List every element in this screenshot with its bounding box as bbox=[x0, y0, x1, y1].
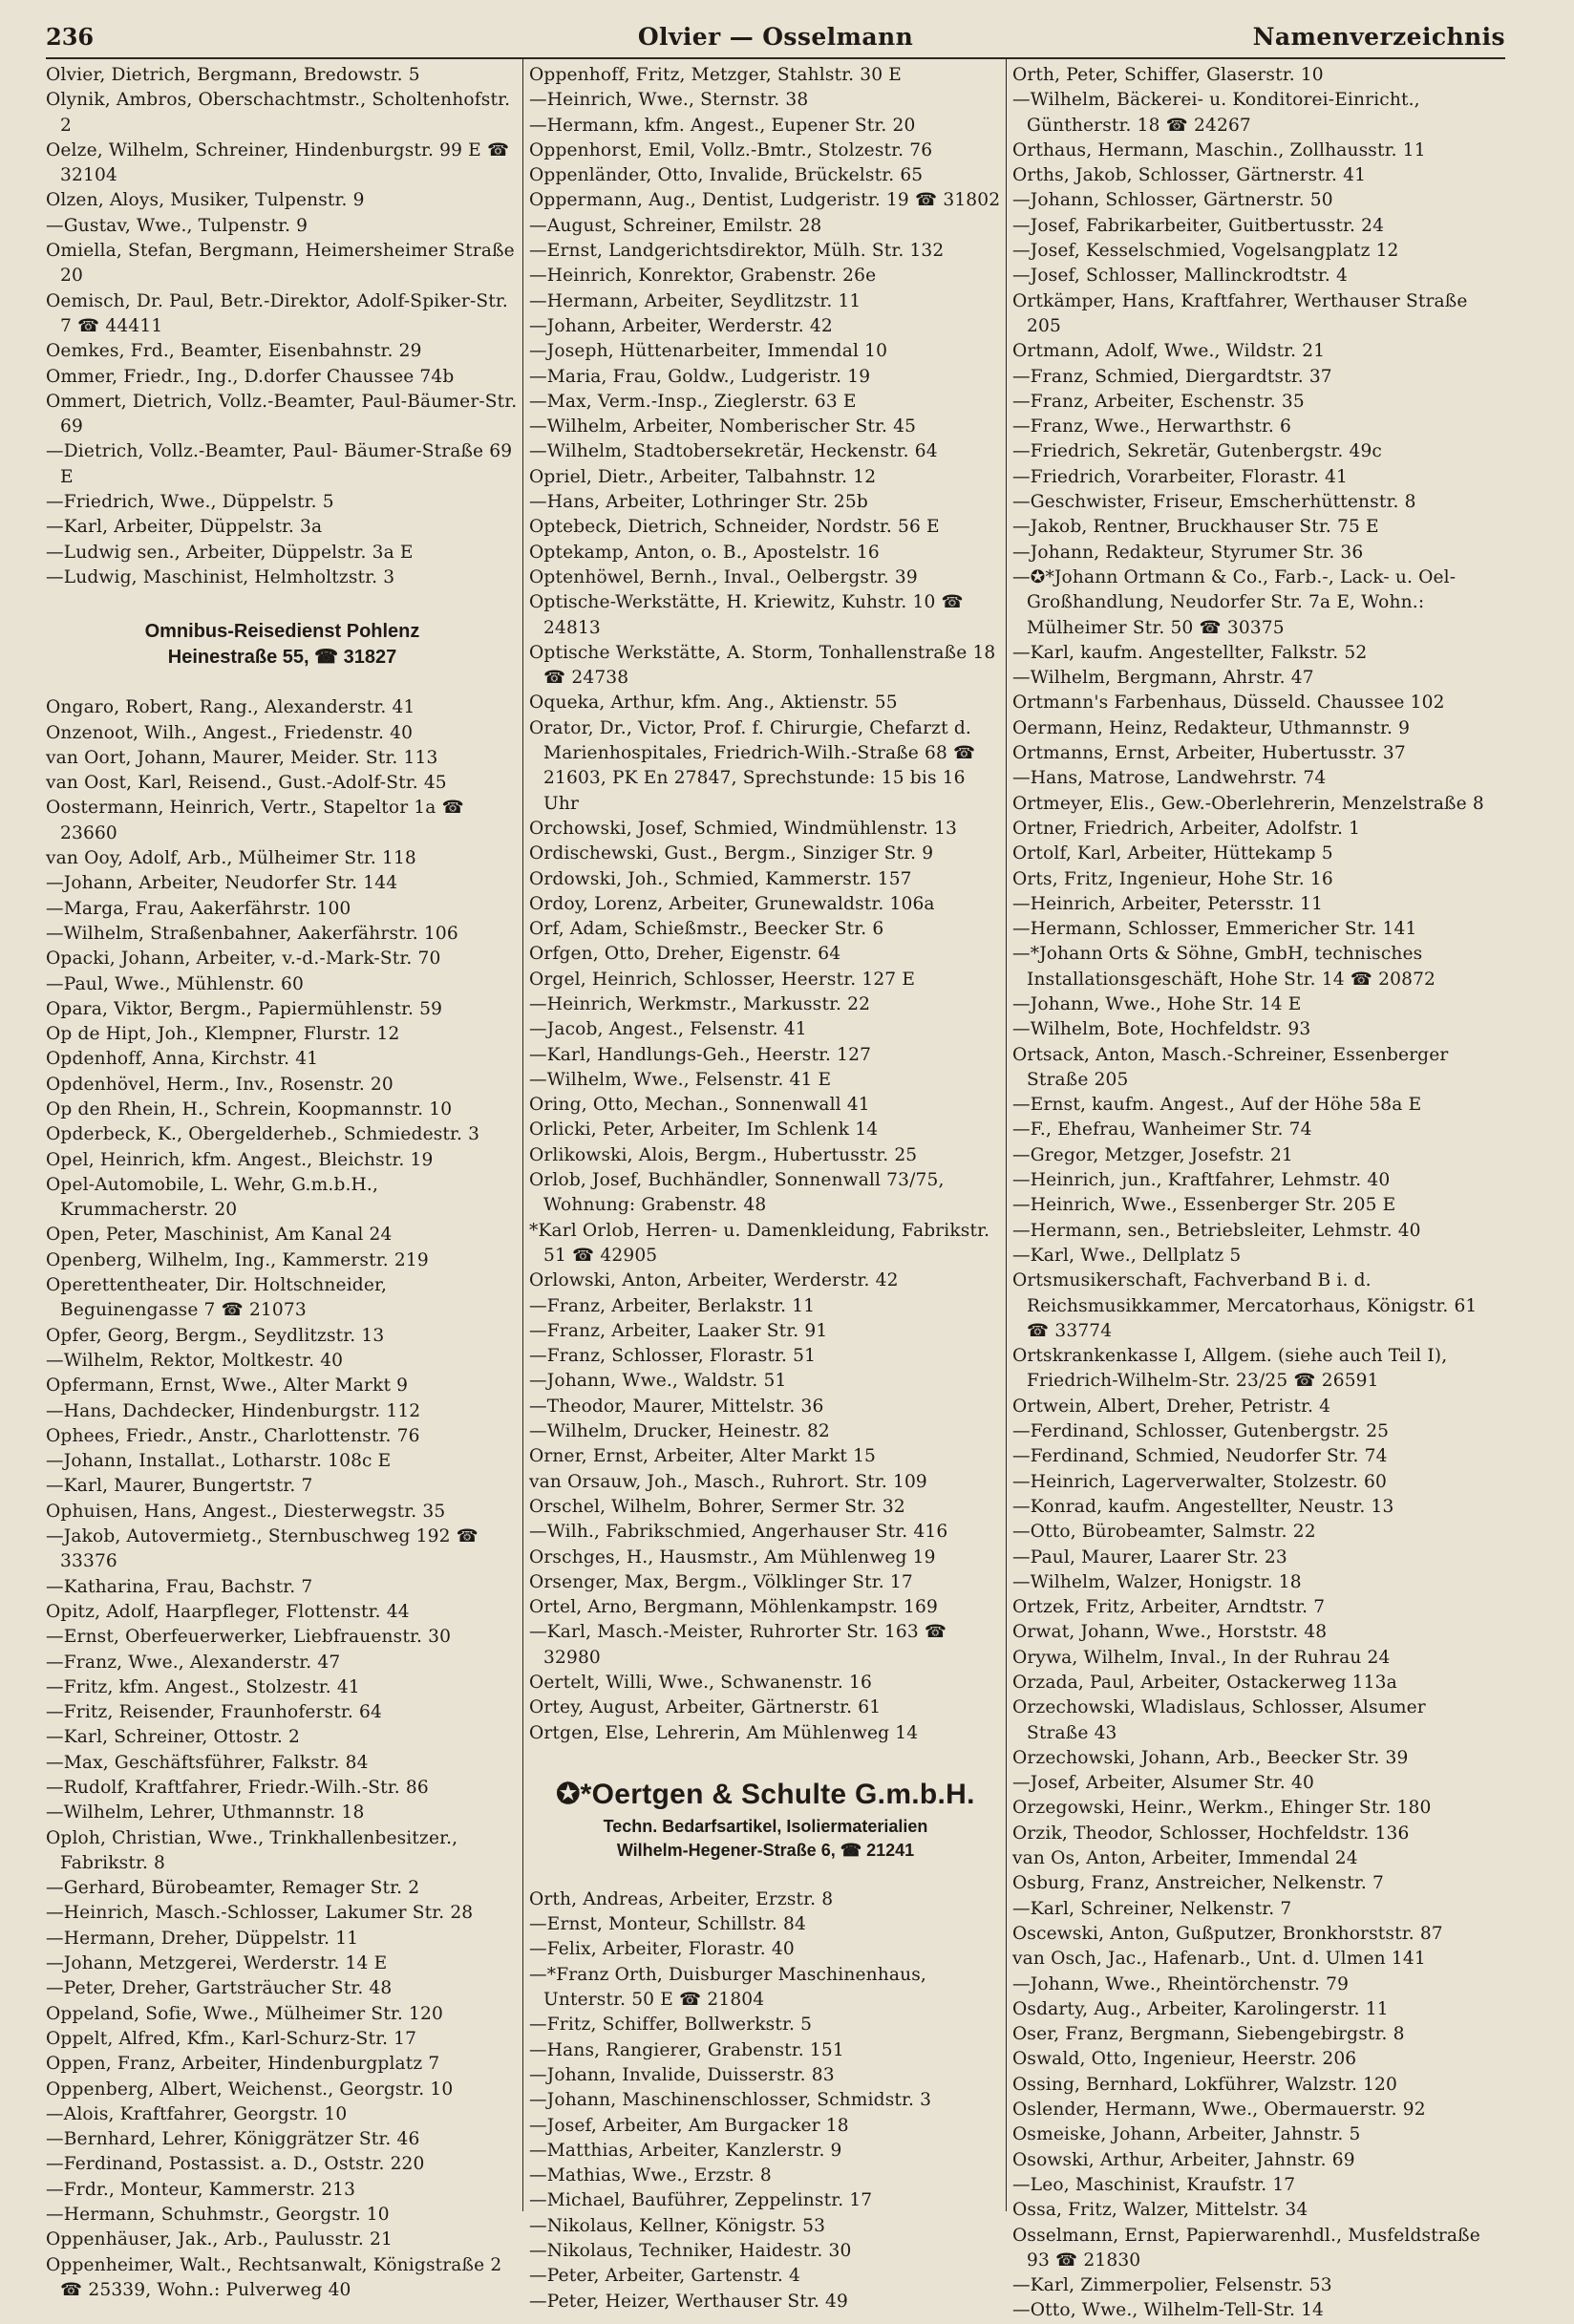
directory-entry: Orzada, Paul, Arbeiter, Ostackerweg 113a bbox=[1012, 1673, 1397, 1693]
directory-entry: Oswald, Otto, Ingenieur, Heerstr. 206 bbox=[1012, 2049, 1357, 2070]
directory-entry: Optenhöwel, Bernh., Inval., Oelbergstr. 39 bbox=[529, 566, 918, 587]
directory-entry: —Heinrich, Konrektor, Grabenstr. 26e bbox=[529, 266, 877, 287]
directory-entry: —Wilhelm, Arbeiter, Nomberischer Str. 45 bbox=[529, 416, 917, 437]
directory-entry: Ortzek, Fritz, Arbeiter, Arndtstr. 7 bbox=[1012, 1597, 1326, 1618]
directory-entry: —Johann, Installat., Lotharstr. 108c E bbox=[46, 1451, 392, 1472]
advertisement-name: ✪*Oertgen & Schulte G.m.b.H. bbox=[556, 1778, 975, 1810]
directory-entry: Orlob, Josef, Buchhändler, Sonnenwall 73/75, Wohnung: Grabenstr. 48 bbox=[529, 1170, 945, 1216]
directory-entry: Orywa, Wilhelm, Inval., In der Ruhrau 24 bbox=[1012, 1647, 1391, 1668]
directory-entry: —Wilhelm, Bote, Hochfeldstr. 93 bbox=[1012, 1019, 1311, 1040]
directory-entry: —Jacob, Angest., Felsenstr. 41 bbox=[529, 1019, 807, 1040]
directory-entry: —Johann, Maschinenschlosser, Schmidstr. 3 bbox=[529, 2090, 932, 2111]
directory-entry: —Josef, Arbeiter, Am Burgacker 18 bbox=[529, 2115, 849, 2136]
directory-entry: Ortwein, Albert, Dreher, Petristr. 4 bbox=[1012, 1396, 1331, 1417]
directory-entry: —Johann, Redakteur, Styrumer Str. 36 bbox=[1012, 542, 1364, 563]
directory-entry: —Fritz, Schiffer, Bollwerkstr. 5 bbox=[529, 2015, 813, 2036]
directory-entry: Osselmann, Ernst, Papierwarenhdl., Musfeldstraße 93 ☎ 21830 bbox=[1012, 2225, 1480, 2271]
directory-entry: —Josef, Schlosser, Mallinckrodtstr. 4 bbox=[1012, 266, 1348, 287]
directory-entry: —Wilhelm, Rektor, Moltkestr. 40 bbox=[46, 1350, 344, 1371]
directory-entry: —Heinrich, Masch.-Schlosser, Lakumer Str. 28 bbox=[46, 1903, 474, 1924]
directory-entry: Orf, Adam, Schießmstr., Beecker Str. 6 bbox=[529, 919, 884, 940]
directory-entry: van Os, Anton, Arbeiter, Immendal 24 bbox=[1012, 1848, 1358, 1869]
directory-entry: —Hermann, Schuhmstr., Georgstr. 10 bbox=[46, 2205, 390, 2226]
directory-entry: —Max, Verm.-Insp., Zieglerstr. 63 E bbox=[529, 391, 857, 412]
directory-entry: —Hermann, Arbeiter, Seydlitzstr. 11 bbox=[529, 290, 861, 311]
directory-entry: Ortner, Friedrich, Arbeiter, Adolfstr. 1 bbox=[1012, 818, 1361, 839]
directory-entry: Ortel, Arno, Bergmann, Möhlenkampstr. 169 bbox=[529, 1597, 938, 1618]
directory-entry: —Otto, Wwe., Wilhelm-Tell-Str. 14 bbox=[1012, 2300, 1325, 2321]
directory-entry: —*Johann Orts & Söhne, GmbH, technisches Installationsgeschäft, Hohe Str. 14 ☎ 20872 bbox=[1012, 944, 1436, 990]
directory-entry: Orzechowski, Wladislaus, Schlosser, Alsumer Straße 43 bbox=[1012, 1697, 1426, 1743]
directory-entry: Orlicki, Peter, Arbeiter, Im Schlenk 14 bbox=[529, 1119, 879, 1141]
directory-entry: Orzechowski, Johann, Arb., Beecker Str. 39 bbox=[1012, 1747, 1409, 1768]
directory-entry: Ortmanns, Ernst, Arbeiter, Hubertusstr. 37 bbox=[1012, 743, 1406, 764]
directory-entry: —Franz, Wwe., Alexanderstr. 47 bbox=[46, 1652, 341, 1673]
directory-entry: —August, Schreiner, Emilstr. 28 bbox=[529, 215, 822, 236]
directory-entry: Osburg, Franz, Anstreicher, Nelkenstr. 7 bbox=[1012, 1873, 1385, 1894]
directory-entry: Opitz, Adolf, Haarpfleger, Flottenstr. 44 bbox=[46, 1601, 410, 1622]
directory-entry: —Ernst, kaufm. Angest., Auf der Höhe 58a E bbox=[1012, 1095, 1422, 1116]
directory-entry: Opdenhoff, Anna, Kirchstr. 41 bbox=[46, 1049, 319, 1070]
directory-entry: —Leo, Maschinist, Kraufstr. 17 bbox=[1012, 2174, 1296, 2195]
directory-entry: —Heinrich, jun., Kraftfahrer, Lehmstr. 40 bbox=[1012, 1170, 1391, 1191]
column-2 bbox=[529, 63, 1002, 2312]
directory-entry: Orgel, Heinrich, Schlosser, Heerstr. 127 E bbox=[529, 969, 916, 990]
directory-entry: Oppenheimer, Walt., Rechtsanwalt, Königstraße 2 ☎ 25339, Wohn.: Pulverweg 40 bbox=[46, 2254, 502, 2300]
directory-entry: —Paul, Wwe., Mühlenstr. 60 bbox=[46, 973, 305, 994]
directory-entry: Olynik, Ambros, Oberschachtmstr., Scholtenhofstr. 2 bbox=[46, 90, 511, 136]
directory-entry: —Karl, kaufm. Angestellter, Falkstr. 52 bbox=[1012, 642, 1368, 663]
directory-entry: —Heinrich, Wwe., Sternstr. 38 bbox=[529, 90, 809, 111]
directory-entry: Onzenoot, Wilh., Angest., Friedenstr. 40 bbox=[46, 722, 414, 743]
directory-entry: —Peter, Heizer, Werthauser Str. 49 bbox=[529, 2291, 849, 2312]
directory-entry: Ossing, Bernhard, Lokführer, Walzstr. 120 bbox=[1012, 2074, 1398, 2095]
column-divider bbox=[522, 57, 523, 2211]
directory-entry: Ordischewski, Gust., Bergm., Sinziger Str. 9 bbox=[529, 843, 934, 864]
directory-entry: —Nikolaus, Kellner, Königstr. 53 bbox=[529, 2215, 826, 2236]
directory-entry: Orthaus, Hermann, Maschin., Zollhausstr. 11 bbox=[1012, 139, 1426, 160]
directory-entry: Op den Rhein, H., Schrein, Koopmannstr. 10 bbox=[46, 1098, 453, 1119]
directory-entry: —Peter, Dreher, Gartsträucher Str. 48 bbox=[46, 1978, 393, 1999]
directory-entry: Osmeiske, Johann, Arbeiter, Jahnstr. 5 bbox=[1012, 2124, 1361, 2145]
directory-entry: Operettentheater, Dir. Holtschneider, Beguinengasse 7 ☎ 21073 bbox=[46, 1275, 388, 1321]
directory-entry: van Ooy, Adolf, Arb., Mülheimer Str. 118 bbox=[46, 848, 416, 869]
directory-entry: —Ferdinand, Postassist. a. D., Oststr. 220 bbox=[46, 2154, 425, 2175]
directory-entry: Opderbeck, K., Obergelderheb., Schmiedestr. 3 bbox=[46, 1124, 480, 1145]
directory-entry: —Karl, Masch.-Meister, Ruhrorter Str. 163 ☎ 32980 bbox=[529, 1622, 947, 1668]
directory-entry: —F., Ehefrau, Wanheimer Str. 74 bbox=[1012, 1119, 1312, 1141]
directory-entry: Opriel, Dietr., Arbeiter, Talbahnstr. 12 bbox=[529, 466, 877, 487]
directory-entry: —Wilhelm, Drucker, Heinestr. 82 bbox=[529, 1421, 830, 1442]
directory-entry: Oostermann, Heinrich, Vertr., Stapeltor 1a ☎ 23660 bbox=[46, 798, 464, 843]
directory-entry: —Wilhelm, Bergmann, Ahrstr. 47 bbox=[1012, 668, 1314, 689]
directory-entry: —Frdr., Monteur, Kammerstr. 213 bbox=[46, 2179, 356, 2200]
directory-entry: —Jakob, Autovermietg., Sternbuschweg 192 ☎ 33376 bbox=[46, 1526, 479, 1572]
directory-entry: —Gregor, Metzger, Josefstr. 21 bbox=[1012, 1144, 1293, 1165]
directory-entry: Oppenhorst, Emil, Vollz.-Bmtr., Stolzestr. 76 bbox=[529, 139, 933, 160]
directory-entry: Oppenberg, Albert, Weichenst., Georgstr. 10 bbox=[46, 2079, 454, 2100]
directory-entry: Osdarty, Aug., Arbeiter, Karolingerstr. 11 bbox=[1012, 1998, 1389, 2019]
directory-entry: Oertelt, Willi, Wwe., Schwanenstr. 16 bbox=[529, 1673, 872, 1693]
directory-entry: —Johann, Invalide, Duisserstr. 83 bbox=[529, 2064, 835, 2085]
directory-entry: —Heinrich, Werkmstr., Markusstr. 22 bbox=[529, 993, 871, 1014]
directory-entry: Optebeck, Dietrich, Schneider, Nordstr. 56 E bbox=[529, 517, 940, 538]
directory-entry: —Paul, Maurer, Laarer Str. 23 bbox=[1012, 1546, 1287, 1567]
advertisement-line: Wilhelm-Hegener-Straße 6, ☎ 21241 bbox=[616, 1840, 915, 1860]
directory-entry: Ommer, Friedr., Ing., D.dorfer Chaussee 74b bbox=[46, 366, 455, 387]
directory-entry: —Johann, Arbeiter, Werderstr. 42 bbox=[529, 315, 833, 336]
directory-entry: —Karl, Zimmerpolier, Felsenstr. 53 bbox=[1012, 2275, 1332, 2296]
directory-entry: —Wilh., Fabrikschmied, Angerhauser Str. 416 bbox=[529, 1522, 948, 1543]
directory-entry: —Franz, Arbeiter, Berlakstr. 11 bbox=[529, 1295, 816, 1316]
directory-entry: —Dietrich, Vollz.-Beamter, Paul- Bäumer-Straße 69 E bbox=[46, 441, 513, 487]
directory-entry: Oppenhäuser, Jak., Arb., Paulusstr. 21 bbox=[46, 2229, 394, 2250]
directory-entry: —Friedrich, Vorarbeiter, Florastr. 41 bbox=[1012, 466, 1348, 487]
directory-entry: —Ernst, Oberfeuerwerker, Liebfrauenstr. 30 bbox=[46, 1627, 452, 1648]
directory-entry: Oemkes, Frd., Beamter, Eisenbahnstr. 29 bbox=[46, 341, 422, 362]
directory-entry: —Fritz, kfm. Angest., Stolzestr. 41 bbox=[46, 1676, 360, 1697]
directory-entry: —Gustav, Wwe., Tulpenstr. 9 bbox=[46, 215, 308, 236]
directory-entry: Orlikowski, Alois, Bergm., Hubertusstr. 25 bbox=[529, 1144, 918, 1165]
directory-entry: Orfgen, Otto, Dreher, Eigenstr. 64 bbox=[529, 944, 841, 965]
directory-entry: —Karl, Maurer, Bungertstr. 7 bbox=[46, 1476, 313, 1497]
directory-entry: —Johann, Metzgerei, Werderstr. 14 E bbox=[46, 1953, 388, 1974]
directory-entry: Orator, Dr., Victor, Prof. f. Chirurgie, Chefarzt d. Marienhospitales, Friedrich-Wilh.-Straße 68 ☎ 21603, PK En 27847, Sprechstunde: 15 bis 16 Uhr bbox=[529, 717, 976, 814]
directory-entry: —Ferdinand, Schmied, Neudorfer Str. 74 bbox=[1012, 1446, 1388, 1467]
directory-entry: Ordoy, Lorenz, Arbeiter, Grunewaldstr. 106a bbox=[529, 893, 935, 914]
directory-entry: Optische Werkstätte, A. Storm, Tonhallenstraße 18 ☎ 24738 bbox=[529, 642, 996, 689]
directory-entry: —Joseph, Hüttenarbeiter, Immendal 10 bbox=[529, 341, 888, 362]
directory-entry: —Otto, Bürobeamter, Salmstr. 22 bbox=[1012, 1522, 1316, 1543]
directory-entry: —Franz, Arbeiter, Laaker Str. 91 bbox=[529, 1320, 828, 1341]
directory-entry: —Wilhelm, Bäckerei- u. Konditorei-Einricht., Güntherstr. 18 ☎ 24267 bbox=[1012, 90, 1420, 136]
directory-entry: —Maria, Frau, Goldw., Ludgeristr. 19 bbox=[529, 366, 871, 387]
directory-entry: Oermann, Heinz, Redakteur, Uthmannstr. 9 bbox=[1012, 717, 1411, 738]
directory-entry: —Hans, Rangierer, Grabenstr. 151 bbox=[529, 2039, 844, 2060]
directory-entry: —Alois, Kraftfahrer, Georgstr. 10 bbox=[46, 2103, 348, 2124]
directory-entry: —Ernst, Monteur, Schillstr. 84 bbox=[529, 1914, 806, 1935]
directory-entry: —Nikolaus, Techniker, Haidestr. 30 bbox=[529, 2241, 852, 2262]
column-1 bbox=[46, 63, 519, 2300]
directory-entry: —Hans, Matrose, Landwehrstr. 74 bbox=[1012, 768, 1327, 789]
directory-entry: —Hans, Arbeiter, Lothringer Str. 25b bbox=[529, 492, 868, 513]
directory-entry: —Josef, Arbeiter, Alsumer Str. 40 bbox=[1012, 1773, 1314, 1794]
directory-entry: Olvier, Dietrich, Bergmann, Bredowstr. 5 bbox=[46, 65, 420, 85]
directory-entry: —Fritz, Reisender, Fraunhoferstr. 64 bbox=[46, 1702, 382, 1723]
directory-entry: —Marga, Frau, Aakerfährstr. 100 bbox=[46, 898, 351, 919]
directory-entry: —Karl, Arbeiter, Düppelstr. 3a bbox=[46, 517, 323, 538]
directory-entry: —Franz, Schlosser, Florastr. 51 bbox=[529, 1346, 817, 1367]
directory-entry: Orts, Fritz, Ingenieur, Hohe Str. 16 bbox=[1012, 868, 1333, 889]
directory-entry: —✪*Johann Ortmann & Co., Farb.-, Lack- u. Oel-Großhandlung, Neudorfer Str. 7a E, Wohn.: Mülheimer Str. 50 ☎ 30375 bbox=[1012, 566, 1457, 638]
directory-entry: —Gerhard, Bürobeamter, Remager Str. 2 bbox=[46, 1878, 420, 1899]
page-number: 236 bbox=[46, 23, 95, 51]
directory-entry: —Ludwig, Maschinist, Helmholtzstr. 3 bbox=[46, 566, 395, 587]
directory-entry: —Ernst, Landgerichtsdirektor, Mülh. Str. 132 bbox=[529, 241, 945, 262]
directory-entry: Orths, Jakob, Schlosser, Gärtnerstr. 41 bbox=[1012, 165, 1367, 186]
directory-entry: van Orsauw, Joh., Masch., Ruhrort. Str. 109 bbox=[529, 1471, 927, 1492]
directory-entry: —Hermann, Dreher, Düppelstr. 11 bbox=[46, 1928, 359, 1949]
column-3 bbox=[1012, 63, 1485, 2321]
directory-entry: —Hermann, kfm. Angest., Eupener Str. 20 bbox=[529, 115, 916, 136]
page-header bbox=[46, 23, 1505, 59]
directory-entry: —Ferdinand, Schlosser, Gutenbergstr. 25 bbox=[1012, 1421, 1390, 1442]
directory-entry: —Heinrich, Wwe., Essenberger Str. 205 E bbox=[1012, 1195, 1396, 1216]
directory-entry: Orchowski, Josef, Schmied, Windmühlenstr. 13 bbox=[529, 818, 957, 839]
directory-entry: —Karl, Schreiner, Ottostr. 2 bbox=[46, 1727, 300, 1748]
directory-entry: —Heinrich, Lagerverwalter, Stolzestr. 60 bbox=[1012, 1471, 1387, 1492]
directory-entry: Ossa, Fritz, Walzer, Mittelstr. 34 bbox=[1012, 2200, 1308, 2221]
directory-entry: Opdenhövel, Herm., Inv., Rosenstr. 20 bbox=[46, 1074, 394, 1095]
directory-entry: Ortmann, Adolf, Wwe., Wildstr. 21 bbox=[1012, 341, 1326, 362]
column-divider bbox=[1006, 57, 1007, 2211]
directory-entry: —Johann, Arbeiter, Neudorfer Str. 144 bbox=[46, 873, 398, 894]
directory-entry: —Hans, Dachdecker, Hindenburgstr. 112 bbox=[46, 1400, 421, 1421]
page-title: Olvier — Osselmann bbox=[637, 23, 914, 51]
directory-entry: —Peter, Arbeiter, Gartenstr. 4 bbox=[529, 2266, 801, 2287]
directory-entry: Orner, Ernst, Arbeiter, Alter Markt 15 bbox=[529, 1446, 877, 1467]
directory-entry: Orzegowski, Heinr., Werkm., Ehinger Str. 180 bbox=[1012, 1798, 1432, 1819]
advertisement-line: Techn. Bedarfsartikel, Isoliermaterialien bbox=[603, 1816, 928, 1836]
directory-entry: Opara, Viktor, Bergm., Papiermühlenstr. 59 bbox=[46, 998, 443, 1019]
directory-entry: Oppenländer, Otto, Invalide, Brückelstr. 65 bbox=[529, 165, 924, 186]
directory-entry: —Michael, Bauführer, Zeppelinstr. 17 bbox=[529, 2190, 873, 2211]
directory-entry: Orsenger, Max, Bergm., Völklinger Str. 17 bbox=[529, 1571, 913, 1592]
directory-entry: Osowski, Arthur, Arbeiter, Jahnstr. 69 bbox=[1012, 2149, 1355, 2170]
directory-entry: Orzik, Theodor, Schlosser, Hochfeldstr. 136 bbox=[1012, 1823, 1410, 1844]
header-rule bbox=[46, 57, 1505, 59]
directory-entry: Oppenhoff, Fritz, Metzger, Stahlstr. 30 E bbox=[529, 65, 903, 85]
directory-entry: —Karl, Handlungs-Geh., Heerstr. 127 bbox=[529, 1044, 872, 1065]
directory-entry: Oelze, Wilhelm, Schreiner, Hindenburgstr. 99 E ☎ 32104 bbox=[46, 139, 510, 186]
directory-entry: Opacki, Johann, Arbeiter, v.-d.-Mark-Str. 70 bbox=[46, 949, 441, 970]
directory-entry: Openberg, Wilhelm, Ing., Kammerstr. 219 bbox=[46, 1249, 429, 1270]
directory-entry: Op de Hipt, Joh., Klempner, Flurstr. 12 bbox=[46, 1024, 400, 1045]
directory-entry: Ordowski, Joh., Schmied, Kammerstr. 157 bbox=[529, 868, 912, 889]
directory-entry: Oppen, Franz, Arbeiter, Hindenburgplatz 7 bbox=[46, 2054, 440, 2075]
directory-entry: —Friedrich, Wwe., Düppelstr. 5 bbox=[46, 492, 334, 513]
directory-entry: Orwat, Johann, Wwe., Horststr. 48 bbox=[1012, 1622, 1328, 1643]
directory-entry: —Wilhelm, Lehrer, Uthmannstr. 18 bbox=[46, 1802, 365, 1823]
directory-entry: van Osch, Jac., Hafenarb., Unt. d. Ulmen 141 bbox=[1012, 1949, 1426, 1970]
directory-entry: Oqueka, Arthur, kfm. Ang., Aktienstr. 55 bbox=[529, 693, 898, 714]
directory-entry: van Oort, Johann, Maurer, Meider. Str. 113 bbox=[46, 747, 438, 768]
directory-entry: Ongaro, Robert, Rang., Alexanderstr. 41 bbox=[46, 697, 415, 718]
directory-entry: Ortkämper, Hans, Kraftfahrer, Werthauser Straße 205 bbox=[1012, 290, 1468, 336]
directory-entry: Omiella, Stefan, Bergmann, Heimersheimer Straße 20 bbox=[46, 241, 515, 287]
directory-entry: —Franz, Arbeiter, Eschenstr. 35 bbox=[1012, 391, 1305, 412]
directory-entry: —Katharina, Frau, Bachstr. 7 bbox=[46, 1576, 313, 1597]
directory-entry: Opel, Heinrich, kfm. Angest., Bleichstr. 19 bbox=[46, 1149, 434, 1170]
directory-entry: Olzen, Aloys, Musiker, Tulpenstr. 9 bbox=[46, 190, 365, 211]
directory-entry: —Johann, Wwe., Waldstr. 51 bbox=[529, 1371, 787, 1392]
directory-entry: —Rudolf, Kraftfahrer, Friedr.-Wilh.-Str. 86 bbox=[46, 1778, 429, 1798]
directory-entry: Oslender, Hermann, Wwe., Obermauerstr. 92 bbox=[1012, 2100, 1426, 2121]
directory-entry: Opfermann, Ernst, Wwe., Alter Markt 9 bbox=[46, 1375, 409, 1397]
directory-entry: —Johann, Wwe., Hohe Str. 14 E bbox=[1012, 993, 1302, 1014]
directory-entry: —Konrad, kaufm. Angestellter, Neustr. 13 bbox=[1012, 1496, 1394, 1517]
directory-entry: Open, Peter, Maschinist, Am Kanal 24 bbox=[46, 1225, 393, 1246]
directory-entry: Orth, Andreas, Arbeiter, Erzstr. 8 bbox=[529, 1888, 834, 1909]
directory-entry: Oppermann, Aug., Dentist, Ludgeristr. 19 ☎ 31802 bbox=[529, 190, 1001, 211]
directory-entry: —Geschwister, Friseur, Emscherhüttenstr. 8 bbox=[1012, 492, 1416, 513]
directory-entry: Ortolf, Karl, Arbeiter, Hüttekamp 5 bbox=[1012, 843, 1333, 864]
directory-entry: Ortsmusikerschaft, Fachverband B i. d. Reichsmusikkammer, Mercatorhaus, Königstr. 61 ☎ 33774 bbox=[1012, 1270, 1478, 1341]
directory-entry: Oser, Franz, Bergmann, Siebengebirgstr. 8 bbox=[1012, 2024, 1405, 2045]
directory-entry: Optische-Werkstätte, H. Kriewitz, Kuhstr. 10 ☎ 24813 bbox=[529, 592, 964, 638]
directory-entry: —Karl, Wwe., Dellplatz 5 bbox=[1012, 1245, 1242, 1266]
directory-entry: —Mathias, Wwe., Erzstr. 8 bbox=[529, 2165, 772, 2186]
directory-entry: —Josef, Fabrikarbeiter, Guitbertusstr. 24 bbox=[1012, 215, 1385, 236]
directory-entry: —Matthias, Arbeiter, Kanzlerstr. 9 bbox=[529, 2140, 842, 2161]
advertisement-name: Omnibus-Reisedienst Pohlenz bbox=[144, 621, 420, 643]
directory-entry: Ortey, August, Arbeiter, Gärtnerstr. 61 bbox=[529, 1697, 882, 1718]
directory-entry: —Max, Geschäftsführer, Falkstr. 84 bbox=[46, 1752, 369, 1773]
directory-entry: Optekamp, Anton, o. B., Apostelstr. 16 bbox=[529, 542, 880, 563]
directory-entry: Ortskrankenkasse I, Allgem. (siehe auch Teil I), Friedrich-Wilhelm-Str. 23/25 ☎ 26591 bbox=[1012, 1346, 1448, 1392]
directory-entry: —Wilhelm, Straßenbahner, Aakerfährstr. 106 bbox=[46, 923, 458, 944]
directory-entry: Orschges, H., Hausmstr., Am Mühlenweg 19 bbox=[529, 1546, 936, 1567]
directory-entry: *Karl Orlob, Herren- u. Damenkleidung, Fabrikstr. 51 ☎ 42905 bbox=[529, 1220, 990, 1266]
directory-entry: Oppelt, Alfred, Kfm., Karl-Schurz-Str. 17 bbox=[46, 2028, 417, 2049]
directory-entry: Oppeland, Sofie, Wwe., Mülheimer Str. 120 bbox=[46, 2003, 443, 2024]
directory-entry: Ophees, Friedr., Anstr., Charlottenstr. 76 bbox=[46, 1425, 420, 1446]
directory-entry: Oploh, Christian, Wwe., Trinkhallenbesitzer., Fabrikstr. 8 bbox=[46, 1827, 458, 1873]
directory-entry: —Wilhelm, Stadtobersekretär, Heckenstr. 64 bbox=[529, 441, 938, 462]
directory-entry: Ortmann's Farbenhaus, Düsseld. Chaussee 102 bbox=[1012, 693, 1445, 714]
directory-entry: —Jakob, Rentner, Bruckhauser Str. 75 E bbox=[1012, 517, 1379, 538]
directory-entry: Ortmeyer, Elis., Gew.-Oberlehrerin, Menzelstraße 8 bbox=[1012, 793, 1484, 814]
directory-entry: —Josef, Kesselschmied, Vogelsangplatz 12 bbox=[1012, 241, 1399, 262]
directory-entry: Ophuisen, Hans, Angest., Diesterwegstr. 35 bbox=[46, 1501, 446, 1522]
directory-entry: Ortsack, Anton, Masch.-Schreiner, Essenberger Straße 205 bbox=[1012, 1044, 1449, 1090]
directory-entry: Orschel, Wilhelm, Bohrer, Sermer Str. 32 bbox=[529, 1496, 905, 1517]
directory-entry: —Bernhard, Lehrer, Königgrätzer Str. 46 bbox=[46, 2129, 420, 2150]
section-title: Namenverzeichnis bbox=[1252, 23, 1505, 51]
directory-entry: —Hermann, sen., Betriebsleiter, Lehmstr. 40 bbox=[1012, 1220, 1421, 1241]
directory-entry: Ommert, Dietrich, Vollz.-Beamter, Paul-Bäumer-Str. 69 bbox=[46, 391, 518, 437]
directory-entry: Oring, Otto, Mechan., Sonnenwall 41 bbox=[529, 1095, 870, 1116]
directory-entry: —Johann, Schlosser, Gärtnerstr. 50 bbox=[1012, 190, 1333, 211]
directory-entry: —Franz, Schmied, Diergardtstr. 37 bbox=[1012, 366, 1332, 387]
directory-entry: Orth, Peter, Schiffer, Glaserstr. 10 bbox=[1012, 65, 1324, 85]
advertisement-address: Heinestraße 55, ☎ 31827 bbox=[167, 647, 397, 669]
directory-entry: —Heinrich, Arbeiter, Petersstr. 11 bbox=[1012, 893, 1324, 914]
directory-entry: —Karl, Schreiner, Nelkenstr. 7 bbox=[1012, 1898, 1292, 1919]
directory-entry: —Wilhelm, Walzer, Honigstr. 18 bbox=[1012, 1571, 1302, 1592]
directory-entry: Opel-Automobile, L. Wehr, G.m.b.H., Krummacherstr. 20 bbox=[46, 1174, 379, 1221]
directory-entry: Oemisch, Dr. Paul, Betr.-Direktor, Adolf-Spiker-Str. 7 ☎ 44411 bbox=[46, 290, 508, 336]
directory-entry: —Friedrich, Sekretär, Gutenbergstr. 49c bbox=[1012, 441, 1382, 462]
directory-entry: —Hermann, Schlosser, Emmericher Str. 141 bbox=[1012, 919, 1417, 940]
directory-entry: —Franz, Wwe., Herwarthstr. 6 bbox=[1012, 416, 1291, 437]
directory-entry: —Felix, Arbeiter, Florastr. 40 bbox=[529, 1939, 795, 1960]
directory-entry: Oscewski, Anton, Gußputzer, Bronkhorststr. 87 bbox=[1012, 1923, 1443, 1944]
directory-entry: Opfer, Georg, Bergm., Seydlitzstr. 13 bbox=[46, 1325, 385, 1346]
directory-entry: —Johann, Wwe., Rheintörchenstr. 79 bbox=[1012, 1973, 1350, 1994]
directory-entry: —Ludwig sen., Arbeiter, Düppelstr. 3a E bbox=[46, 542, 414, 563]
directory-entry: Orlowski, Anton, Arbeiter, Werderstr. 42 bbox=[529, 1270, 899, 1291]
directory-entry: van Oost, Karl, Reisend., Gust.-Adolf-Str. 45 bbox=[46, 773, 447, 794]
directory-entry: —Theodor, Maurer, Mittelstr. 36 bbox=[529, 1396, 824, 1417]
directory-entry: —Wilhelm, Wwe., Felsenstr. 41 E bbox=[529, 1069, 832, 1090]
directory-entry: Ortgen, Else, Lehrerin, Am Mühlenweg 14 bbox=[529, 1722, 919, 1743]
directory-entry: —*Franz Orth, Duisburger Maschinenhaus, Unterstr. 50 E ☎ 21804 bbox=[529, 1964, 926, 2011]
